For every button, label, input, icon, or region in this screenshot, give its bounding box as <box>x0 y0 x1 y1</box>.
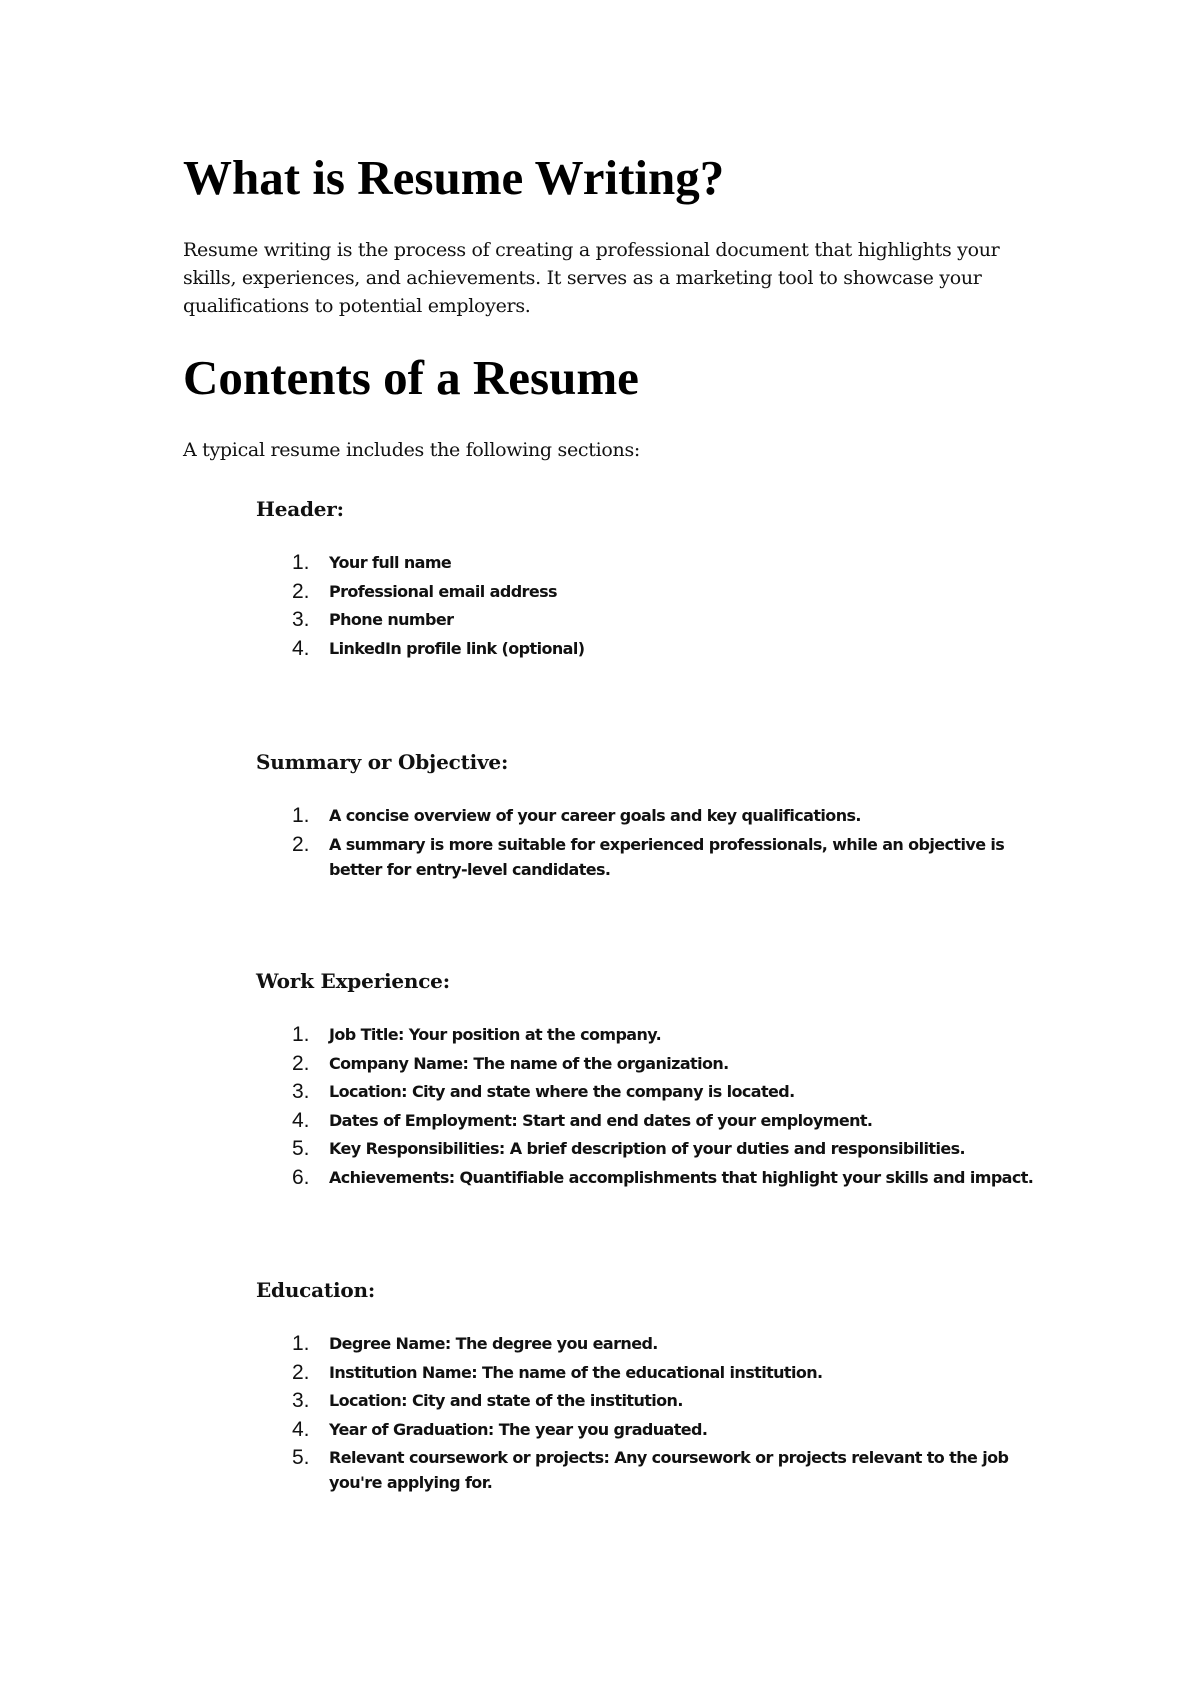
page-title: What is Resume Writing? <box>183 150 725 205</box>
list-item <box>256 1444 1056 1497</box>
list-number: 1. <box>292 1023 310 1046</box>
list-number: 5. <box>292 1137 310 1160</box>
list-number: 5. <box>292 1446 310 1469</box>
list-number: 1. <box>292 804 310 827</box>
list-number: 3. <box>292 608 310 631</box>
list-item-text: Professional email address <box>329 581 557 601</box>
list-number: 1. <box>292 551 310 574</box>
list-number: 2. <box>292 1360 310 1384</box>
list-item <box>256 1387 1056 1416</box>
list-item <box>256 802 1056 831</box>
list-item-text: Degree Name: The degree you earned. <box>329 1334 658 1353</box>
list-item-text: Location: City and state of the institution. <box>329 1391 683 1410</box>
list-item-text: Dates of Employment: Start and end dates of your employment. <box>329 1110 873 1130</box>
contents-heading: Contents of a Resume <box>183 350 639 405</box>
list-item-text: LinkedIn profile link (optional) <box>329 638 585 658</box>
section-title-header: Header: <box>256 497 344 521</box>
section-title-work-experience: Work Experience: <box>256 969 450 993</box>
list-item <box>256 1107 1056 1136</box>
list-item-text: Institution Name: The name of the educational institution. <box>329 1362 823 1382</box>
list-item-text: Location: City and state where the company is located. <box>329 1082 795 1101</box>
list-item-text: Phone number <box>329 610 454 629</box>
list-item-text: Your full name <box>329 553 452 572</box>
list-number: 2. <box>292 1051 310 1075</box>
list-item <box>256 578 1056 607</box>
intro-paragraph: Resume writing is the process of creating a professional document that highlights your skills, experiences, and achievements. It serves as a marketing tool to showcase your qualifications to potential employers. <box>183 239 1000 317</box>
list-number: 2. <box>292 832 310 856</box>
list-item-text: Job Title: Your position at the company. <box>329 1025 662 1044</box>
section-title-summary: Summary or Objective: <box>256 750 509 774</box>
list-number: 1. <box>292 1332 310 1355</box>
section-title-education: Education: <box>256 1278 376 1302</box>
list-item <box>256 1050 1056 1079</box>
list-item-text: Year of Graduation: The year you graduated. <box>329 1419 708 1439</box>
list-number: 3. <box>292 1389 310 1412</box>
list-number: 6. <box>292 1165 310 1189</box>
list-item <box>256 606 1056 635</box>
list-item-text: A concise overview of your career goals and key qualifications. <box>329 806 861 825</box>
summary-list <box>256 802 1056 884</box>
list-number: 4. <box>292 636 310 660</box>
list-item <box>256 1078 1056 1107</box>
list-item-text: Key Responsibilities: A brief description of your duties and responsibilities. <box>329 1139 966 1158</box>
list-item <box>256 549 1056 578</box>
section-education <box>256 1276 1056 1497</box>
list-item-text: Achievements: Quantifiable accomplishments that highlight your skills and impact. <box>329 1167 1034 1187</box>
list-number: 2. <box>292 579 310 603</box>
list-item-text: A summary is more suitable for experienced professionals, while an objective is better for entry-level candidates. <box>329 834 1005 879</box>
list-item-text: Company Name: The name of the organization. <box>329 1053 729 1073</box>
list-item <box>256 1330 1056 1359</box>
education-list <box>256 1330 1056 1497</box>
section-work-experience <box>256 967 1056 1192</box>
work-experience-list <box>256 1021 1056 1192</box>
list-number: 4. <box>292 1417 310 1441</box>
list-item <box>256 1021 1056 1050</box>
list-item-text: Relevant coursework or projects: Any coursework or projects relevant to the job you're applying for. <box>329 1448 1009 1492</box>
list-number: 3. <box>292 1080 310 1103</box>
list-item <box>256 635 1056 664</box>
section-header <box>256 495 1056 663</box>
section-summary <box>256 748 1056 884</box>
contents-intro-paragraph: A typical resume includes the following sections: <box>183 439 641 461</box>
header-list <box>256 549 1056 663</box>
list-number: 4. <box>292 1108 310 1132</box>
list-item <box>256 1416 1056 1445</box>
list-item <box>256 831 1056 884</box>
list-item <box>256 1164 1056 1193</box>
list-item <box>256 1359 1056 1388</box>
list-item <box>256 1135 1056 1164</box>
